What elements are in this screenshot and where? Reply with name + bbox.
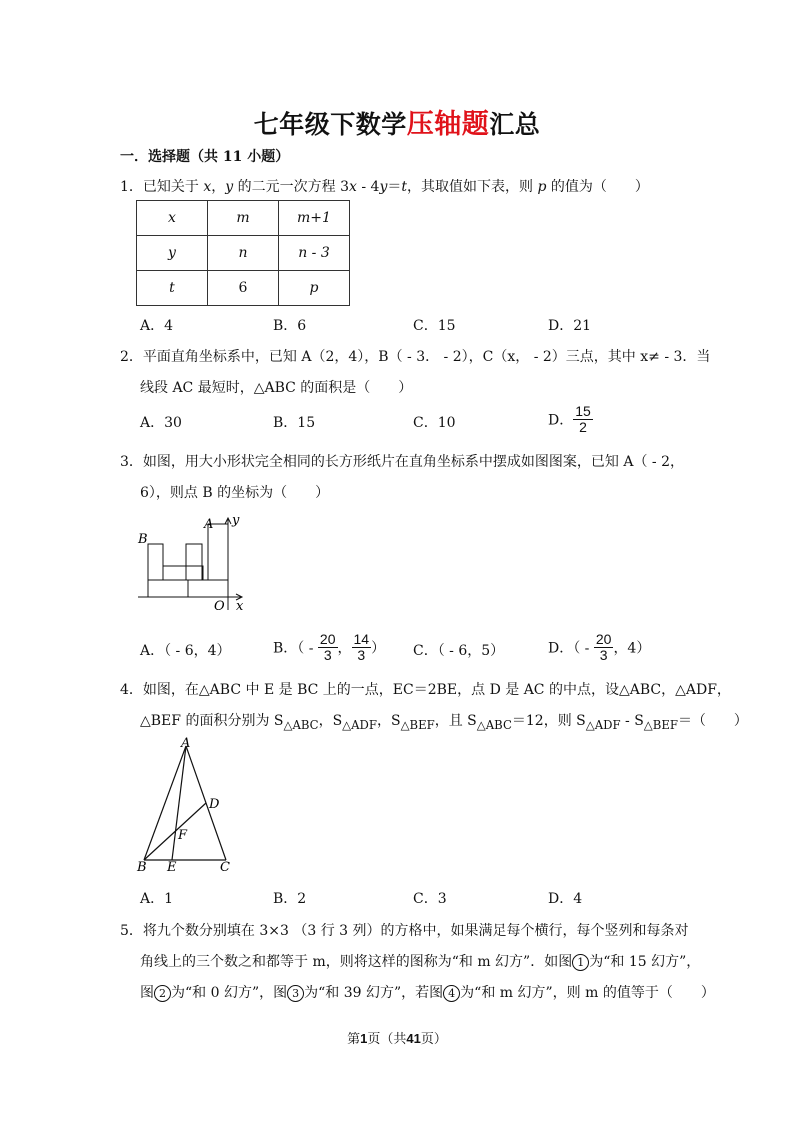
- page-footer: 第1页（共41页）: [347, 1031, 447, 1047]
- q5-line2: 角线上的三个数之和都等于 m，则将这样的图称为“和 m 幻方”．如图 1 为“和 15 幻方”，: [140, 954, 701, 970]
- rect-bottom-left: [148, 580, 188, 597]
- section-heading: 一．选择题（共 11 小题）: [120, 149, 290, 165]
- label-c: C: [220, 860, 230, 874]
- q4-line1: 4．如图，在△ABC 中 E 是 BC 上的一点，EC＝2BE，点 D 是 AC 的中点，设△ABC，△ADF，: [120, 682, 731, 698]
- rect-mid-flat: [163, 566, 203, 580]
- q2-option-b[interactable]: B．15: [273, 415, 316, 431]
- label-f: F: [178, 828, 188, 843]
- label-o: O: [214, 599, 225, 614]
- circled-number: 3: [287, 985, 304, 1002]
- q4-triangle-figure: [132, 736, 242, 874]
- table-row: y n n - 3: [137, 236, 350, 271]
- q4-option-a[interactable]: A．1: [140, 891, 174, 907]
- q2-option-a[interactable]: A．30: [140, 415, 182, 431]
- q2-line2: 线段 AC 最短时，△ABC 的面积是（ ）: [140, 380, 413, 396]
- q4-option-b[interactable]: B．2: [273, 891, 307, 907]
- q4-option-c[interactable]: C．3: [413, 891, 447, 907]
- label-x: x: [236, 599, 244, 614]
- label-a: A: [181, 736, 191, 751]
- rect-right-upright: [208, 524, 228, 580]
- q1-option-a[interactable]: A．4: [140, 318, 174, 334]
- rect-left-upright: [148, 544, 163, 580]
- table-row: t 6 p: [137, 271, 350, 306]
- q1-option-d[interactable]: D．21: [548, 318, 592, 334]
- q2-option-d[interactable]: D． $\frac{15}{2}$: [548, 403, 591, 435]
- rect-bottom-right: [188, 580, 228, 597]
- label-b: B: [138, 532, 148, 547]
- page-title: 七年级下数学压轴题汇总: [253, 109, 541, 140]
- q1-stem: 1．已知关于 x，y 的二元一次方程 3x - 4y＝t，其取值如下表，则 p 的值为（ ）: [120, 179, 649, 195]
- label-e: E: [167, 860, 177, 874]
- q3-line2: 6），则点 B 的坐标为（ ）: [140, 485, 330, 501]
- q3-option-c[interactable]: C．（ - 6，5）: [413, 643, 505, 659]
- q3-option-d[interactable]: D．（ - $\frac{20}{3}$ ，4）: [548, 631, 651, 663]
- label-a: A: [204, 517, 214, 532]
- q1-option-b[interactable]: B．6: [273, 318, 307, 334]
- q3-option-b[interactable]: B．（ - $\frac{20}{3}$ ， $\frac{14}{3}$ ）: [273, 631, 386, 663]
- fraction: $\frac{15}{2}$: [575, 403, 591, 435]
- label-d: D: [209, 797, 220, 812]
- q3-figure: [130, 510, 260, 616]
- q4-option-d[interactable]: D．4: [548, 891, 583, 907]
- q4-line2: △BEF 的面积分别为 $S_{\triangle ABC}$，$S_{\triangle ADF}$，$S_{\triangle BEF}$，且 $S_{\triangle ABC}=12$，则 $S_{\triangle ADF} - S_{\triangle BEF}=$（ ）: [140, 713, 748, 732]
- segment-bd: [144, 803, 206, 860]
- table-row: x m m+1: [137, 201, 350, 236]
- circled-number: 4: [443, 985, 460, 1002]
- q1-option-c[interactable]: C．15: [413, 318, 456, 334]
- title-highlight: 压轴题: [406, 109, 490, 140]
- q5-line3: 图 2 为“和 0 幻方”，图 3 为“和 39 幻方”，若图 4 为“和 m 幻方”，则 m 的值等于（ ）: [140, 985, 715, 1001]
- q3-line1: 3．如图，用大小形状完全相同的长方形纸片在直角坐标系中摆成如图图案，已知 A（ - 2，: [120, 454, 685, 470]
- label-b: B: [137, 860, 147, 874]
- q3-option-a[interactable]: A．（ - 6，4）: [140, 643, 231, 659]
- q5-line1: 5．将九个数分别填在 3×3 （3 行 3 列）的方格中，如果满足每个横行，每个竖列和每条对: [120, 923, 689, 939]
- q2-line1: 2．平面直角坐标系中，已知 A（2，4），B（ - 3． - 2），C（x， - 2）三点，其中 x≠ - 3．当: [120, 349, 711, 365]
- circled-number: 2: [154, 985, 171, 1002]
- circled-number: 1: [572, 954, 589, 971]
- q1-value-table: [136, 200, 350, 306]
- q2-option-c[interactable]: C．10: [413, 415, 456, 431]
- rect-mid-upright: [186, 544, 202, 580]
- label-y: y: [232, 513, 240, 528]
